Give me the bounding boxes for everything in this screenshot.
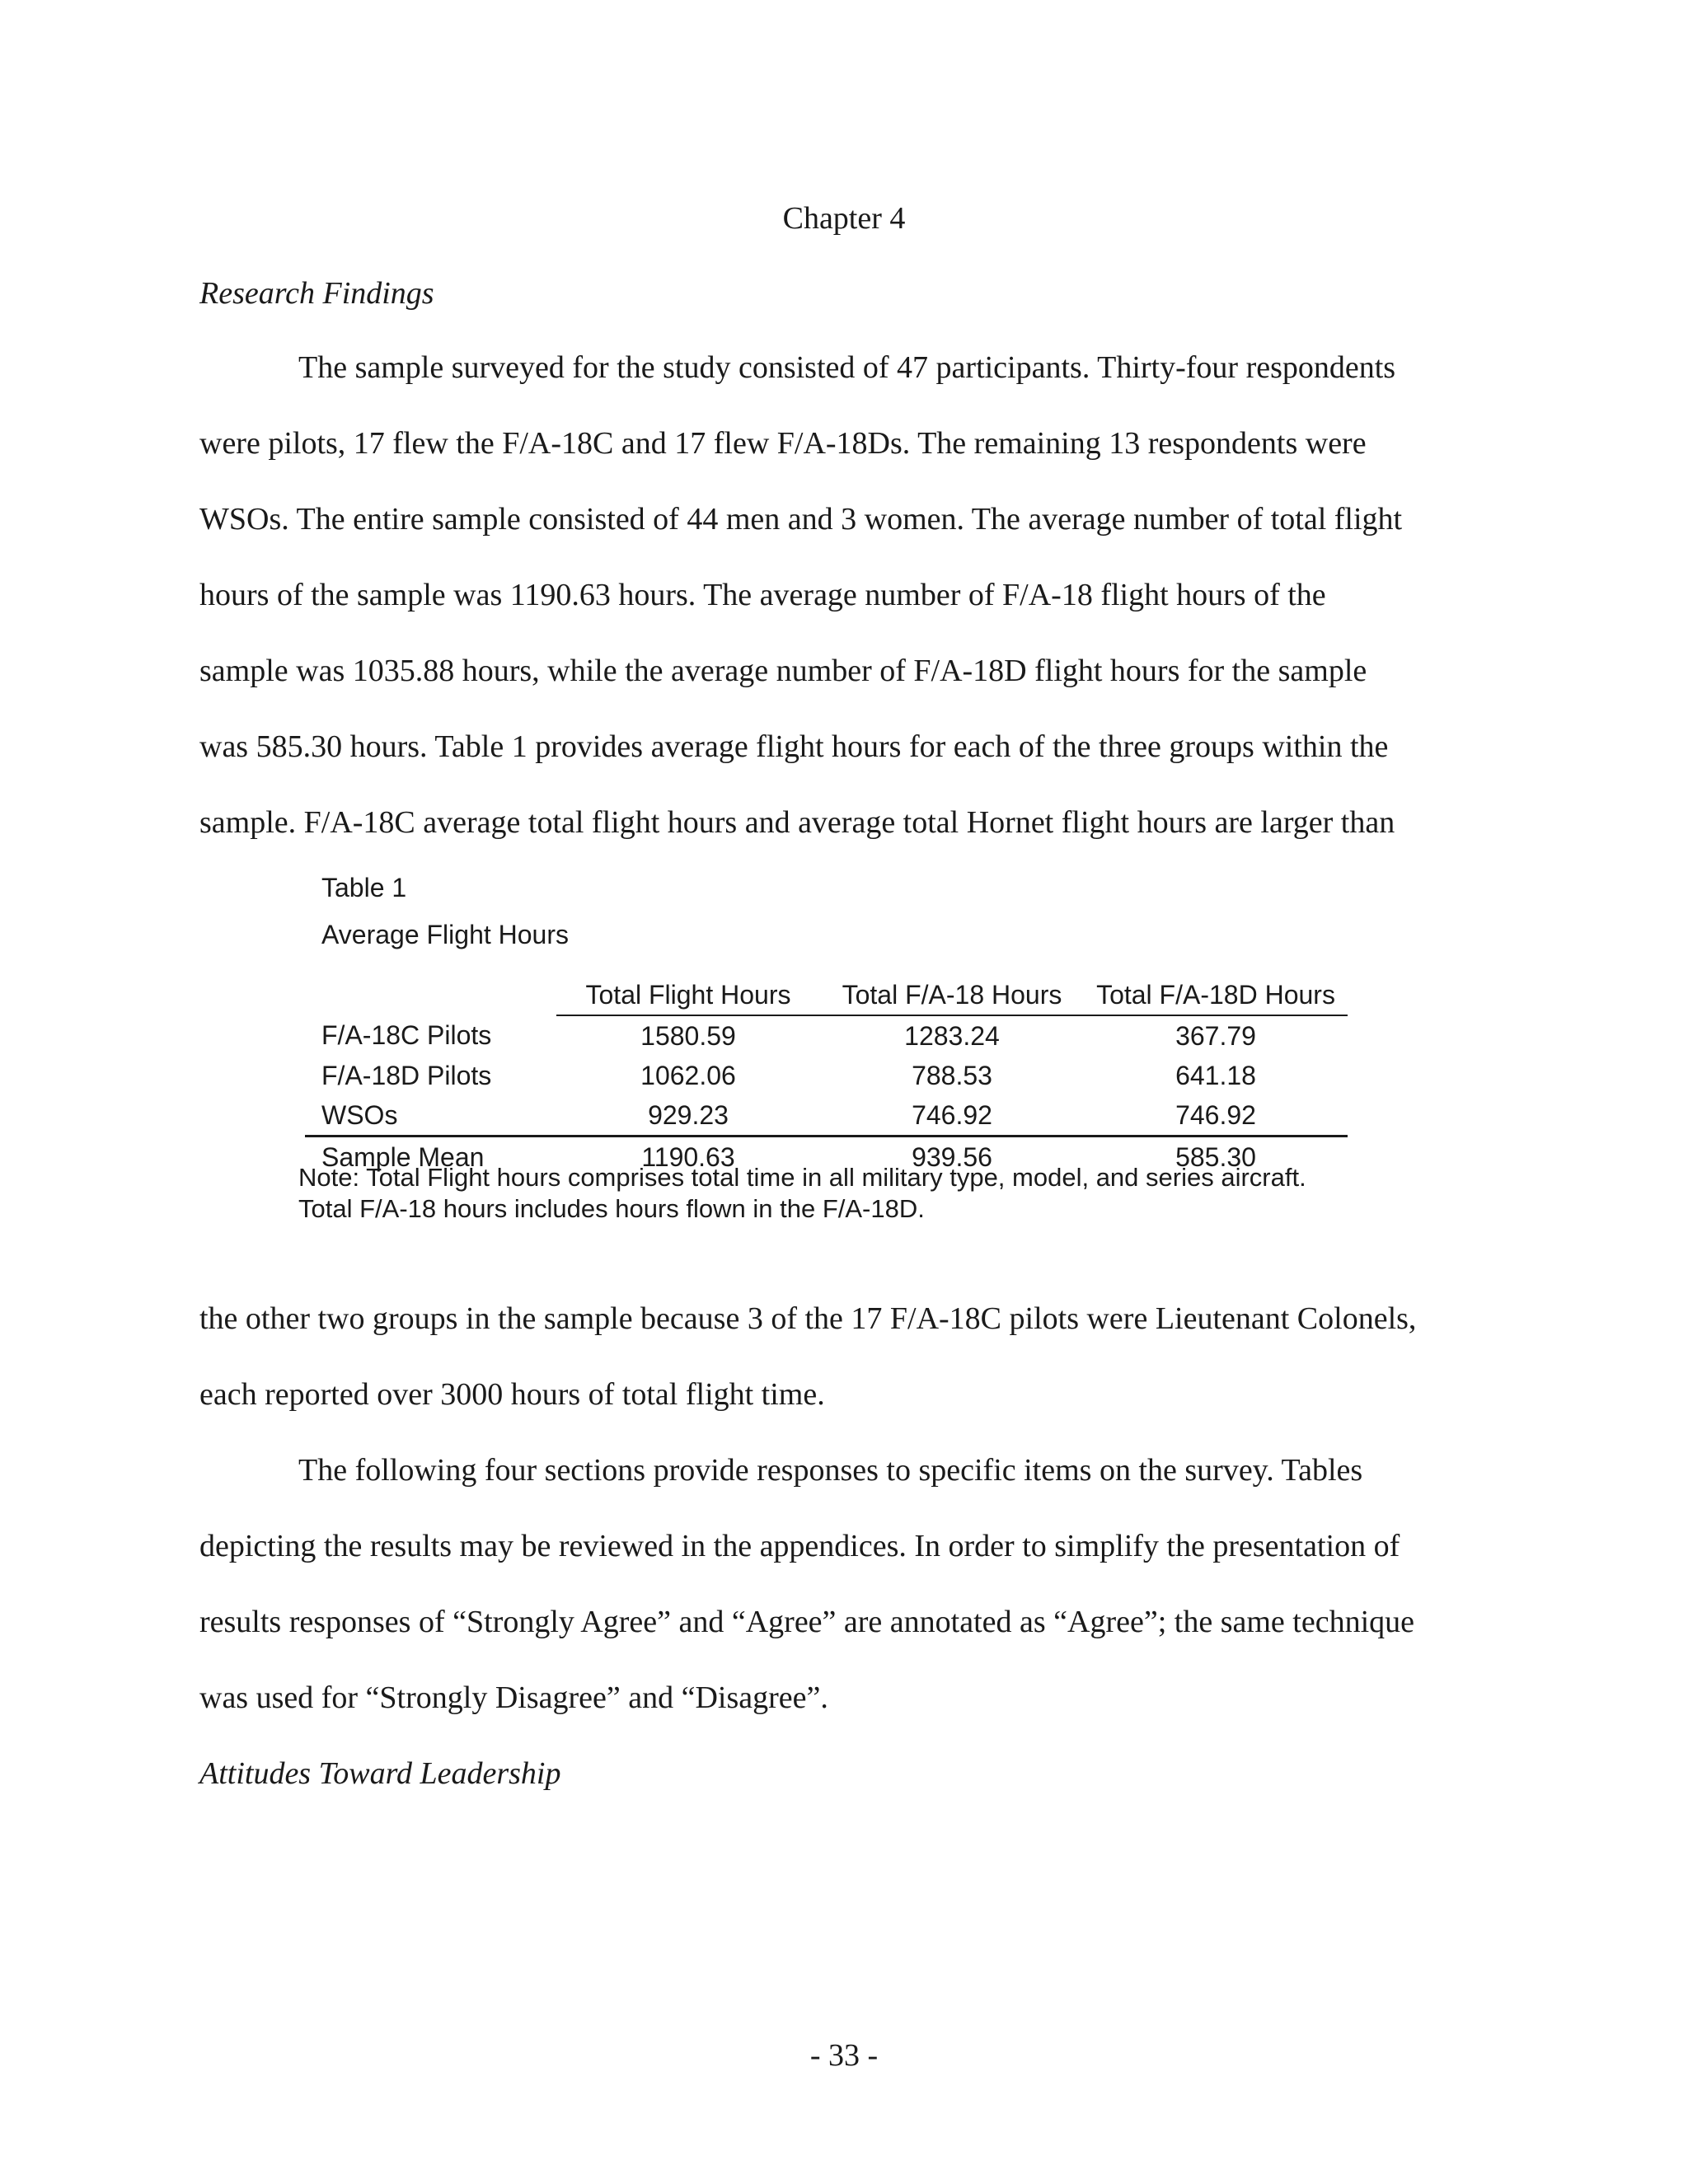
table-note-line: Note: Total Flight hours comprises total time in all military type, model, and series aircraft.: [298, 1163, 1306, 1192]
table-cell: 746.92: [820, 1095, 1084, 1137]
paragraph-sample-description: [199, 330, 1485, 860]
table-cell: 746.92: [1084, 1095, 1348, 1137]
table-cell: 788.53: [912, 1060, 992, 1090]
paragraph-line: sample was 1035.88 hours, while the average number of F/A-18D flight hours for the sample: [199, 654, 1367, 688]
paragraph-line: hours of the sample was 1190.63 hours. The average number of F/A-18 flight hours of the: [199, 578, 1326, 612]
row-label: WSOs: [305, 1095, 556, 1137]
table-cell: 585.30: [1175, 1141, 1256, 1172]
table-cell: 367.79: [1175, 1020, 1256, 1051]
paragraph-line: WSOs. The entire sample consisted of 44 men and 3 women. The average number of total flight: [199, 502, 1403, 537]
table-header-cell: Total Flight Hours: [556, 975, 820, 1015]
table-note-line: Total F/A-18 hours includes hours flown in the F/A-18D.: [298, 1194, 925, 1223]
paragraph-line: depicting the results may be reviewed in the appendices. In order to simplify the presentation of: [199, 1529, 1400, 1563]
paragraph-line: were pilots, 17 flew the F/A-18C and 17 flew F/A-18Ds. The remaining 13 respondents were: [199, 426, 1367, 461]
paragraph-survey-sections: [199, 1432, 1485, 1736]
paragraph-line: was used for “Strongly Disagree” and “Disagree”.: [199, 1680, 828, 1715]
table-cell: 929.23: [556, 1095, 820, 1137]
row-label: F/A-18D Pilots: [321, 1060, 492, 1090]
table-cell: 939.56: [912, 1141, 992, 1172]
page-number: - 33 -: [809, 2038, 879, 2073]
table-cell: 1190.63: [641, 1141, 735, 1172]
subsection-heading: Attitudes Toward Leadership: [199, 1756, 561, 1791]
table-header-cell: Total F/A-18D Hours: [1084, 975, 1348, 1015]
paragraph-line: each reported over 3000 hours of total flight time.: [199, 1377, 825, 1412]
paragraph-continuation: [199, 1281, 1485, 1432]
row-label: Sample Mean: [321, 1141, 485, 1172]
paragraph-line: the other two groups in the sample because 3 of the 17 F/A-18C pilots were Lieutenant Colonels,: [199, 1301, 1417, 1336]
table-cell: 1283.24: [904, 1020, 1000, 1051]
table-row: [305, 1095, 1348, 1137]
table-header-row: [305, 975, 1348, 1015]
table-label: Table 1: [321, 873, 407, 902]
paragraph-line: The following four sections provide responses to specific items on the survey. Tables: [298, 1453, 1363, 1488]
paragraph-line: The sample surveyed for the study consisted of 47 participants. Thirty-four respondents: [298, 350, 1396, 385]
row-label: F/A-18C Pilots: [321, 1020, 492, 1050]
table-header-cell: [305, 975, 556, 1015]
table-row: [305, 1015, 1348, 1056]
paragraph-line: results responses of “Strongly Agree” and “Agree” are annotated as “Agree”; the same technique: [199, 1605, 1415, 1639]
chapter-title: Chapter 4: [782, 201, 906, 236]
section-heading: Research Findings: [199, 276, 434, 311]
table-header-cell: Total F/A-18 Hours: [820, 975, 1084, 1015]
table-title: Average Flight Hours: [321, 920, 569, 949]
table-cell: 1580.59: [640, 1020, 736, 1051]
paragraph-line: was 585.30 hours. Table 1 provides average flight hours for each of the three groups within the: [199, 729, 1389, 764]
table-row: [305, 1056, 1348, 1095]
table-note: [298, 1162, 1306, 1225]
average-flight-hours-table: [305, 975, 1348, 1177]
table-cell: 1062.06: [640, 1060, 736, 1090]
paragraph-line: sample. F/A-18C average total flight hours and average total Hornet flight hours are larger than: [199, 805, 1395, 840]
table-cell: 641.18: [1175, 1060, 1256, 1090]
